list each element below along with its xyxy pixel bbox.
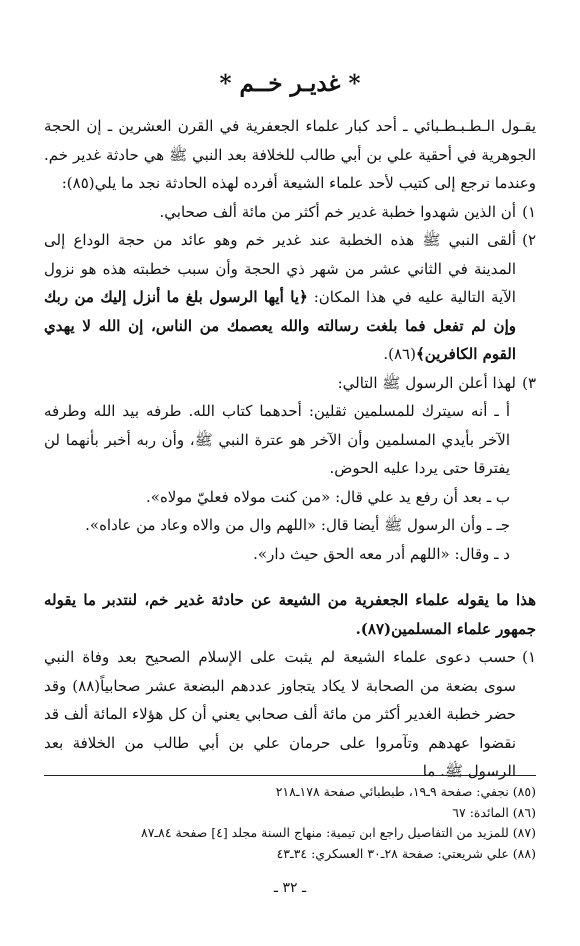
list-item bbox=[44, 226, 536, 369]
list-item bbox=[44, 198, 536, 227]
sub-item: د ـ وقال: «اللهم أدر معه الحق حيث دار». bbox=[253, 544, 510, 563]
page-title: * غديـر خــم * bbox=[219, 70, 361, 97]
list-text: لهذا أعلن الرسول ﷺ التالي: bbox=[337, 373, 516, 392]
page-number: ـ ٣٢ ـ bbox=[273, 880, 307, 896]
list-item bbox=[44, 643, 536, 786]
list-item bbox=[44, 369, 536, 398]
page-body bbox=[44, 112, 536, 786]
intro-paragraph: يقـول الـطـبـطـبائي ـ أحد كبار علماء الجعفرية في القرن العشرين ـ إن الحجة الجوهرية في أحقية علي بن أبي طالب للخلافة بعد النبي ﷺ هي حادثة غدير خم. وعندما نرجع إلى كتيب لأحد علماء الشيعة أفرده لهذه الحادثة نجد ما يلي(٨٥): bbox=[44, 117, 536, 192]
footnotes bbox=[44, 775, 536, 864]
list-number: ٢) bbox=[522, 231, 536, 249]
list-text: ألقى النبي ﷺ هذه الخطبة عند غدير خم وهو عائد من حجة الوداع إلى المدينة في الثاني عشر من شهر ذي الحجة وأن سبب خطبته هذه هو نزول الآية التالية عليه في هذا المكان: bbox=[44, 231, 516, 306]
quran-verse: ﴿يا أيها الرسول بلغ ما أنزل إليك من ربك وإن لم تفعل فما بلغت رسالته والله يعصمك من الناس، إن الله لا يهدي القوم الكافرين﴾ bbox=[44, 288, 516, 363]
second-paragraph: هذا ما يقوله علماء الجعفرية من الشيعة عن حادثة غدير خم، لنتدبر ما يقوله جمهور علماء المسلمين(٨٧). bbox=[44, 591, 536, 638]
list-number: ١) bbox=[522, 202, 536, 221]
footnote: (٨٧) للمزيد من التفاصيل راجع ابن تيمية: منهاج السنة مجلد [٤] صفحة ٨٤ـ٨٧ bbox=[141, 825, 536, 840]
list-text: أن الذين شهدوا خطبة غدير خم أكثر من مائة ألف صحابي. bbox=[159, 202, 516, 221]
list-number: ١) bbox=[522, 648, 536, 666]
footnote: (٨٥) نجفي: صفحة ٩ـ١٩، طبطبائي صفحة ١٧٨ـ٢١٨ bbox=[275, 784, 536, 799]
list-text: حسب دعوى علماء الشيعة لم يثبت على الإسلام الصحيح بعد وفاة النبي سوى بضعة من الصحابة لا يكاد يتجاوز عددهم البضعة عشر صحابياً(٨٨) وقد حضر خطبة الغدير أكثر من مائة ألف صحابي يعني أن كل هؤلاء المائة ألف قد نقضوا عهدهم وتآمروا على حرمان علي بن أبي طالب من الخلافة بعد الرسول ﷺ. ما bbox=[44, 648, 516, 780]
footnote: (٨٨) علي شريعتي: صفحة ٢٨ـ٣٠ العسكري: ٣٤ـ٤٣ bbox=[276, 845, 536, 861]
sub-item: ب ـ بعد أن رفع يد علي قال: «من كنت مولاه فعليّ مولاه». bbox=[146, 487, 510, 506]
list-text-with-quote bbox=[44, 226, 516, 369]
footnote: (٨٦) المائدة: ٦٧ bbox=[452, 804, 536, 820]
sub-item: جـ ـ وأن الرسول ﷺ أيضا قال: «اللهم وال من والاه وعاد من عاداه». bbox=[85, 516, 510, 534]
sub-item: أ ـ أنه سيترك للمسلمين ثقلين: أحدهما كتاب الله. طرفه بيد الله وطرفه الآخر بأيدي المسلمين وأن الآخر هو عترة النبي ﷺ، وأن ربه أخبر بأنهما لن يفترقا حتى يردا عليه الحوض. bbox=[44, 402, 510, 477]
list-number: ٣) bbox=[522, 373, 536, 392]
footnote-ref: (٨٦). bbox=[383, 345, 416, 363]
